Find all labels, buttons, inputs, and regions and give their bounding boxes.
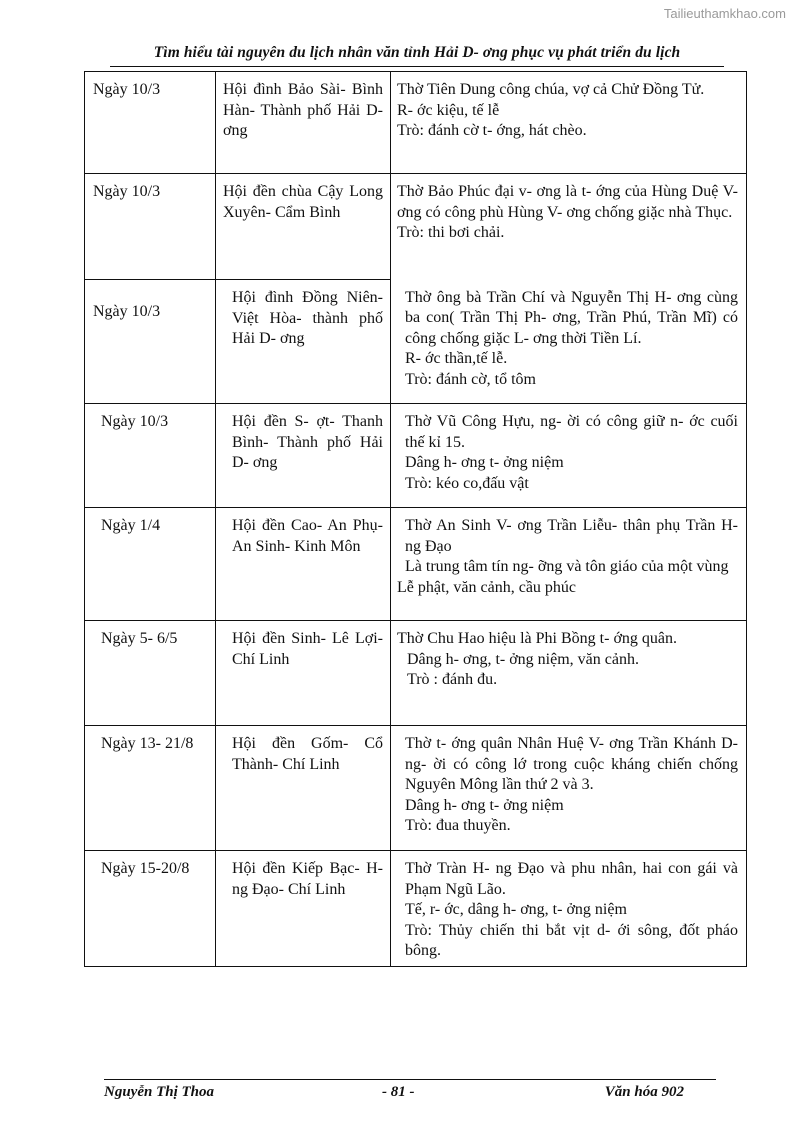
footer-course: Văn hóa 902 (604, 1084, 684, 1100)
festival-table (84, 71, 747, 967)
festival-desc-line: Trò: đua thuyền. (405, 817, 511, 834)
festival-place: Hội đình Đồng Niên- Việt Hòa- thành phố Hải D- ơng (232, 289, 383, 347)
festival-place: Hội đình Bảo Sài- Bình Hàn- Thành phố Hải D- ơng (223, 81, 383, 139)
festival-desc-line: Lễ phật, văn cảnh, cầu phúc (397, 578, 577, 596)
table-row (85, 404, 747, 508)
footer-rule (104, 1079, 716, 1080)
festival-date: Ngày 15-20/8 (101, 860, 190, 877)
festival-desc-line: Trò: đánh cờ t- ớng, hát chèo. (397, 122, 587, 139)
festival-date: Ngày 10/3 (85, 72, 216, 174)
festival-desc-line: Trò: đánh cờ, tổ tôm (405, 370, 536, 388)
festival-desc-line: Trò: thi bơi chải. (397, 224, 505, 241)
festival-desc-line: Thờ Tiên Dung công chúa, vợ cả Chử Đồng Tử. (397, 81, 705, 98)
festival-desc-line: Là trung tâm tín ng- ỡng và tôn giáo của một vùng (405, 558, 729, 575)
festival-desc-line: Tế, r- ớc, dâng h- ơng, t- ởng niệm (405, 901, 627, 918)
festival-desc-line: Thờ Bảo Phúc đại v- ơng là t- ớng của Hùng Duệ V- ơng có công phù Hùng V- ơng chống giặc nhà Thục. (397, 183, 738, 221)
festival-place: Hội đền S- ợt- Thanh Bình- Thành phố Hải D- ơng (232, 413, 383, 471)
festival-date: Ngày 1/4 (101, 517, 161, 534)
festival-desc-line: Trò: kéo co,đấu vật (405, 474, 529, 492)
festival-desc-line: Thờ Chu Hao hiệu là Phi Bồng t- ớng quân. (397, 630, 678, 647)
festival-date: Ngày 10/3 (101, 413, 169, 430)
festival-desc-line: Dâng h- ơng t- ởng niệm (405, 796, 564, 814)
table-row (85, 72, 747, 174)
festival-date: Ngày 10/3 (93, 303, 161, 320)
festival-desc-line: Dâng h- ơng t- ởng niệm (405, 454, 564, 471)
table-row (85, 621, 747, 726)
festival-date: Ngày 10/3 (85, 174, 216, 280)
festival-place: Hội đền Cao- An Phụ- An Sinh- Kinh Môn (232, 517, 383, 555)
table-row (85, 508, 747, 621)
footer-author: Nguyễn Thị Thoa (104, 1084, 215, 1100)
festival-place: Hội đền Kiếp Bạc- H- ng Đạo- Chí Linh (232, 860, 383, 898)
festival-desc-line: Dâng h- ơng, t- ởng niệm, văn cảnh. (407, 650, 639, 668)
festival-desc-line: Thờ t- ớng quân Nhân Huệ V- ơng Trần Khánh D- ng- ời có công lớ trong cuộc kháng chiến chống Nguyên Mông lần thứ 2 và 3. (405, 735, 738, 793)
running-header: Tìm hiểu tài nguyên du lịch nhân văn tỉnh Hải D- ơng phục vụ phát triển du lịch (153, 44, 681, 61)
table-row (85, 280, 747, 404)
festival-desc-line: Thờ Vũ Công Hựu, ng- ời có công giữ n- ớc cuối thế kỉ 15. (405, 413, 738, 451)
festival-desc-line: Thờ ông bà Trần Chí và Nguyễn Thị H- ơng cùng ba con( Trần Thị Ph- ơng, Trần Phú, Trần Mĩ) có công chống giặc L- ơng thời Tiền Lí. (405, 288, 738, 347)
watermark: Tailieuthamkhao.com (663, 6, 786, 21)
festival-desc-line: Thờ An Sinh V- ơng Trần Liễu- thân phụ Trần H- ng Đạo (405, 517, 738, 555)
festival-desc-line: Thờ Tràn H- ng Đạo và phu nhân, hai con gái và Phạm Ngũ Lão. (405, 860, 738, 898)
festival-place: Hội đền chùa Cậy Long Xuyên- Cẩm Bình (223, 183, 383, 221)
festival-desc-line: R- ớc kiệu, tế lễ (397, 101, 500, 119)
header-rule (110, 66, 724, 67)
festival-date: Ngày 13- 21/8 (101, 735, 194, 752)
festival-desc-line: Trò : đánh đu. (407, 671, 498, 688)
page-footer (104, 1084, 684, 1106)
festival-desc-line: R- ớc thần,tế lễ. (405, 350, 508, 367)
festival-date: Ngày 5- 6/5 (101, 630, 178, 647)
table-row (85, 851, 747, 967)
festival-place: Hội đền Gốm- Cổ Thành- Chí Linh (232, 735, 383, 773)
table-row (85, 174, 747, 280)
page-number: - 81 - (382, 1084, 415, 1100)
table-row (85, 726, 747, 851)
festival-place: Hội đền Sinh- Lê Lợi- Chí Linh (232, 630, 383, 668)
festival-desc-line: Trò: Thủy chiến thi bắt vịt d- ới sông, đốt pháo bông. (405, 921, 738, 959)
